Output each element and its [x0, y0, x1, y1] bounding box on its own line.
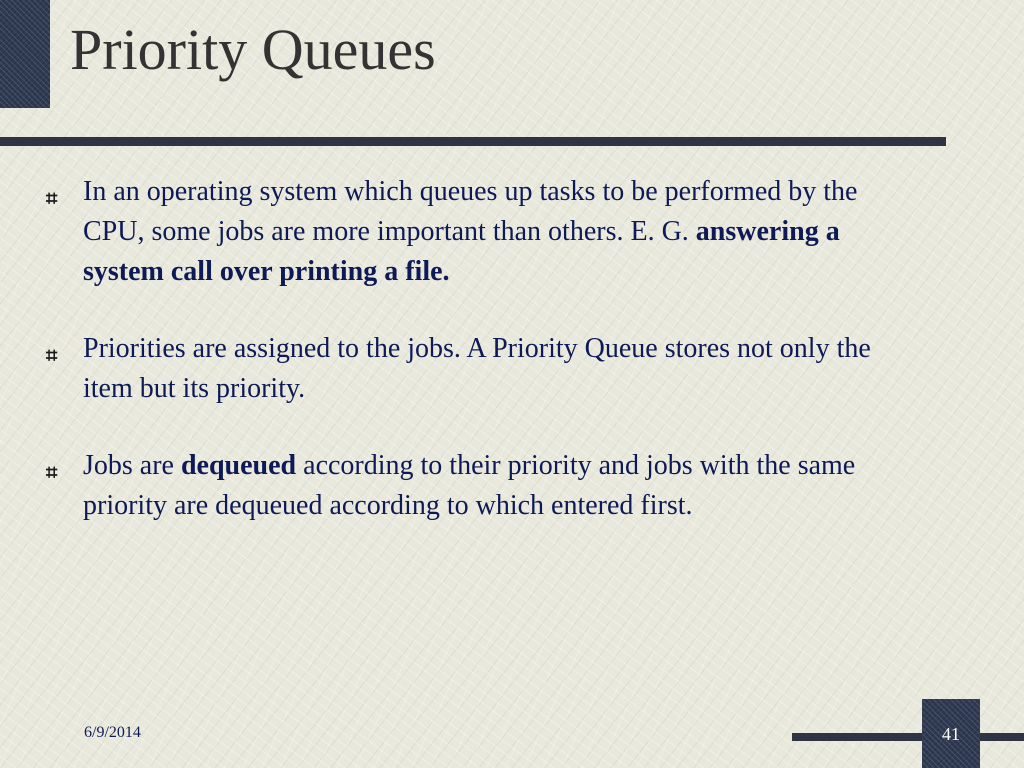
- bullet-list: [46, 172, 906, 563]
- square-hash-bullet-icon: ⌗: [46, 343, 58, 367]
- bullet-item: [46, 329, 906, 409]
- bullet-text: In an operating system which queues up tasks to be performed by the CPU, some jobs are more important than others. E. G.: [83, 176, 858, 247]
- bullet-text: Priorities are assigned to the jobs. A Priority Queue stores not only the item but its priority.: [83, 333, 871, 404]
- bullet-text: Jobs are: [83, 450, 181, 481]
- bullet-text-after: according to their priority and jobs with the same priority are dequeued according to which entered first.: [83, 450, 856, 521]
- page-number: 41: [942, 724, 960, 744]
- square-hash-bullet-icon: ⌗: [46, 460, 58, 484]
- bullet-emphasis: dequeued: [180, 450, 297, 481]
- bullet-item: [46, 172, 906, 292]
- footer-divider-right: [980, 733, 1024, 741]
- footer-divider-left: [792, 733, 922, 741]
- slide-title: Priority Queues: [70, 17, 436, 82]
- square-hash-bullet-icon: ⌗: [46, 186, 58, 210]
- bullet-item: [46, 446, 906, 526]
- footer-date: 6/9/2014: [84, 724, 141, 741]
- bullet-emphasis: answering a system call over printing a file.: [83, 216, 840, 287]
- title-divider: [0, 137, 946, 146]
- title-corner-block: [0, 0, 50, 108]
